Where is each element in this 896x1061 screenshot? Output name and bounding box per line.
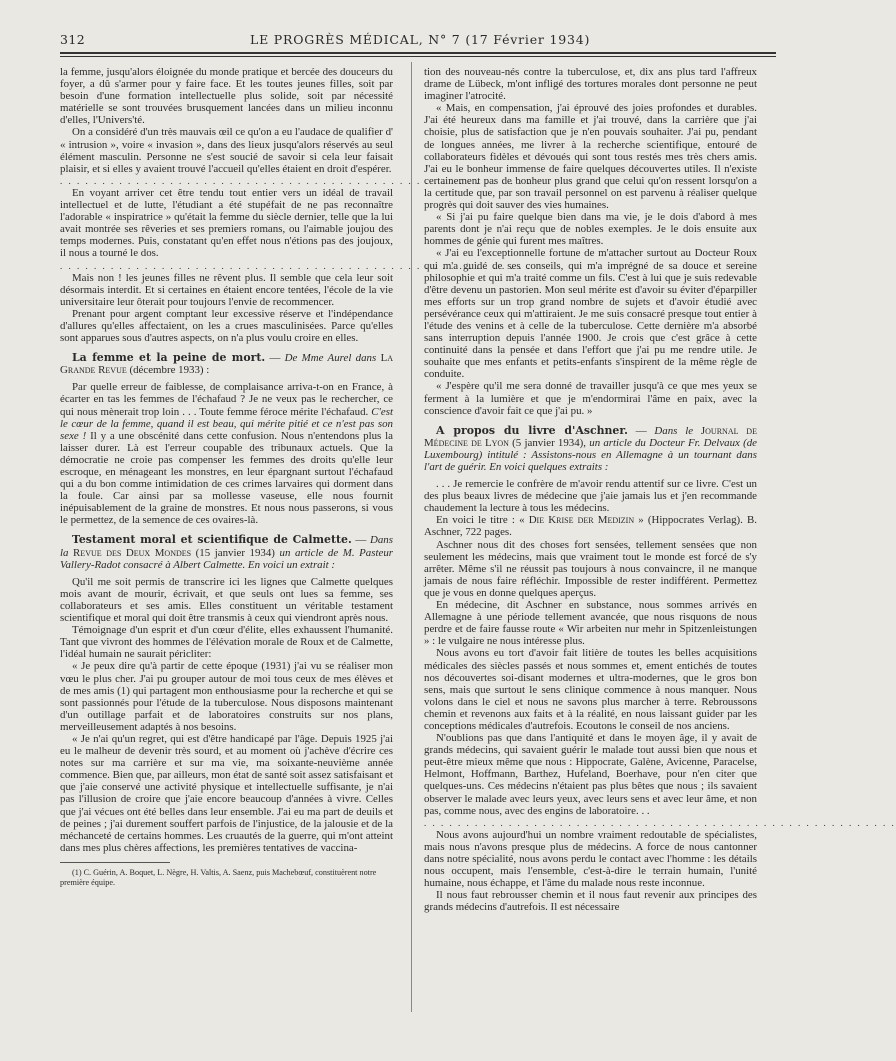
journal-name: Revue des Deux Mondes — [73, 546, 192, 559]
paragraph: Prenant pour argent comptant leur excessive réserve et l'indépendance d'allures qu'elles affectaient, on les a crues masculinisées. Parce qu'elles sont apparues sous d'autres aspects, on n'a plus voulu croire en elles. — [60, 307, 393, 345]
paragraph: Qu'il me soit permis de transcrire ici les lignes que Calmette quelques mois avant de mourir, écrivait, et que seuls ont lues sa femme, ses collaborateurs et ses amis. Elles constituent un véritable testament scientifique et moral qui doit être transmis à ceux qui viendront après nous. — [60, 575, 393, 625]
paragraph: On a considéré d'un très mauvais œil ce qu'on a eu l'audace de qualifier d' « intrusion », voire « invasion », dans des lieux jusqu'alors réservés au seul élément masculin. Personne ne s'est soucié de savoir si cela leur faisait plaisir, et si elles y avaient trouvé l'accueil qu'elles étaient en droit d'espérer. — [60, 126, 393, 175]
paragraph: Il nous faut rebrousser chemin et il nous faut revenir aux principes des grands médecins d'autrefois. Il est nécessaire — [424, 889, 757, 914]
header-rule — [60, 52, 776, 54]
paragraph: . . . Je remercie le confrère de m'avoir rendu attentif sur ce livre. C'est un des plus beaux livres de médecine que j'aie jamais lus et j'en recommande chaudement la lecture à tous les médecins. — [424, 478, 757, 515]
journal-name: Journal de Médecine de Lyon — [424, 424, 757, 449]
paragraph: « Je peux dire qu'à partir de cette époque (1931) j'ai vu se réaliser mon vœu le plus cher. J'ai pu grouper autour de moi tous ceux de mes élèves et de mes amis (1) qui partagent mon enthousiasme pour la recherche et qui se sont passionnés pour l'étude de la tuberculose. Nous disposons maintenant d'un outillage parfait et de laboratoires construits sur nos plans, merveilleusement adaptés à nos besoins. — [60, 660, 393, 733]
section-heading-aschner: A propos du livre d'Aschner. — Dans le Journal de Médecine de Lyon (5 janvier 1934), un article du Docteur Fr. Delvaux (de Luxembourg) intitulé : Assistons-nous en Allemagne à un tournant dans l'art de guérir. En voici quelques extraits : — [424, 423, 757, 473]
running-header — [60, 30, 776, 48]
paragraph: « Mais, en compensation, j'ai éprouvé des joies profondes et durables. J'ai été heureux dans ma famille et j'ai trouvé, dans la carrière que j'ai choisie, plus de satisfaction que je n'en pouvais souhaiter. J'ai pu, pendant de longues années, me livrer à la recherche scientifique, entouré de collaborateurs fidèles et dévoués qui sont tous restés mes très chers amis. J'ai eu le bonheur immense de faire quelques découvertes utiles. Il n'existe certainement pas de bonheur plus grand que celui qu'on ressent lorsqu'on a la certitude que, par son travail personnel on est parvenu à réaliser quelque progrès qui doit sauver des vies humaines. — [424, 102, 757, 212]
paragraph: En voici le titre : « Die Krise der Medizin » (Hippocrates Verlag). B. Aschner, 722 pages. — [424, 514, 758, 539]
footnote: (1) C. Guérin, A. Boquet, L. Nègre, H. Valtis, A. Saenz, puis Machebœuf, constituèrent notre première équipe. — [60, 867, 377, 887]
dotted-separator: . . . . . . . . . . . . . . . . . . . . . . . . . . . . . . . . . . . . . . . . . . . . . . . . . . . . . . . . — [60, 260, 532, 271]
section-title: A propos du livre d'Aschner. — [436, 423, 628, 437]
column-divider — [411, 62, 412, 1012]
paragraph: Nous avons eu tort d'avoir fait litière de toutes les belles acquisitions médicales des siècles passés et nous sommes et, ement entichés de toutes nos découvertes soi-disant modernes et ultra-modernes, que le gros bon sens, mais que surtout le sens clinique commence à nous manquer. Nous volons dans le ciel et nous ne savons plus marcher à terre. Rebroussons chemin et revenons aux faits et à la réalité, en nous laissant guider par les conceptions médicales d'autrefois. Ecoutons le conseil de nos anciens. — [424, 647, 757, 732]
paragraph: Par quelle erreur de faiblesse, de complaisance arriva-t-on en France, à écarter en tas les femmes de l'échafaud ? Je ne veux pas le rechercher, ce qui nous mènerait trop loin . . . Toute femme féroce mérite l'échafaud. C'est le cœur de la femme, quand il est beau, qui mérite pitié et ce n'est pas son sexe ! Il y a une obscénité dans cette confusion. Nous n'entendons plus la laisser durer. Là est l'erreur coupable des tribunaux actuels. Que la démocratie ne croie pas compenser les femmes des droits qu'elle leur escroque, en ménageant les monstres, en leur épargnant surtout l'échafaud qui a du bon comme intimidation de ces crimes larvaires qui dorment dans la foule. Car ainsi par sa mollesse vaseuse, elle nous fournit inépuisablement de la graine de monstres. Et nous nous passerons, si vous le permettez, de la semence de ces ovaires-là. — [60, 381, 393, 527]
paragraph: la femme, jusqu'alors éloignée du monde pratique et bercée des douceurs du foyer, a dû s'armer pour y faire face. Et les toutes jeunes filles, soit par besoin d'une formation intellectuelle plus solide, soit par nécessité matérielle se sont trouvées brusquement lancées dans un milieu inconnu d'elles, l'Univers'té. — [60, 66, 393, 127]
paragraph: N'oublions pas que dans l'antiquité et dans le moyen âge, il y avait de grands médecins, qui savaient guérir le malade tout aussi bien que nous et peut-être mieux même que nous : Hippocrate, Galène, Avicenne, Paracelse, Helmont, Hoffmann, Barthez, Hufeland, Boerhave, pour n'en citer que quelques-uns. Ces médecins n'étaient pas plus bêtes que nous ; ils savaient observer le malade avec leurs yeux, avec leurs sens et avec leur âme, et non pas, comme nous, avec des engins de laboratoire. . . — [424, 732, 757, 817]
paragraph: Témoignage d'un esprit et d'un cœur d'élite, elles exhaussent l'humanité. Tant que vivront des hommes de l'élévation morale de Roux et de Calmette, l'idéal humain ne saurait péricliter: — [60, 624, 393, 661]
paragraph: En voyant arriver cet être tendu tout entier vers un idéal de travail intellectuel et de lutte, l'étudiant a été stupéfait de ne pas reconnaître l'adorable « inspiratrice » qu'était la femme du siècle dernier, telle que la lui avait montrée ses rêveries et ses premiers romans, ou l'aimable joujou des temps modernes. Puis, constatant qu'en effet nous n'étions pas des joujoux, il nous a tourné le dos. — [60, 186, 393, 260]
paragraph: Aschner nous dit des choses fort sensées, tellement sensées que non seulement les médecins, mais que vraiment tout le monde est forcé de s'y arrêter. Même s'il ne réussit pas toujours à nous convaincre, il ne manque jamais de nous faire réfléchir. Impossible de rester indifférent. Permettez que je vous en donne quelques aperçus. — [424, 538, 757, 599]
journal-name: La Grande Revue — [60, 352, 393, 377]
section-source: De Mme Aurel dans — [284, 352, 377, 365]
right-column — [424, 66, 896, 914]
paragraph: Mais non ! les jeunes filles ne rêvent plus. Il semble que cela leur soit désormais interdit. Et si certaines en étaient encore tentées, l'école de la vie universitaire leur ôterait pour toujours l'envie de recommencer. — [60, 271, 393, 308]
page-number: 312 — [60, 32, 86, 47]
paragraph: « Si j'ai pu faire quelque bien dans ma vie, je le dois d'abord à mes parents dont je n'ai reçu que de nobles exemples. Je le dois ensuite aux hommes de génie qui furent mes maîtres. — [424, 211, 757, 248]
book-title: Die Krise der Medizin — [528, 514, 635, 527]
running-title: LE PROGRÈS MÉDICAL, N° 7 (17 Février 1934) — [250, 32, 591, 47]
dotted-separator: . . . . . . . . . . . . . . . . . . . . . . . . . . . . . . . . . . . . . . . . . . . . . . . . . . . . . . . . — [424, 817, 896, 828]
paragraph: tion des nouveau-nés contre la tuberculose, et, dix ans plus tard l'affreux drame de Lübeck, m'ont infligé des tortures morales dont personne ne peut imaginer l'atrocité. — [424, 66, 757, 103]
paragraph: En médecine, dit Aschner en substance, nous sommes arrivés en Allemagne à une période tellement avancée, que nous risquons de nous perdre et de faire fausse route « Wir arbeiten nur mehr in Spitzenleistungen » : le vulgaire ne nous intéresse plus. — [424, 599, 757, 648]
section-heading-peine-de-mort: La femme et la peine de mort. — De Mme Aurel dans La Grande Revue (décembre 1933) : — [60, 351, 393, 377]
section-title: La femme et la peine de mort. — [72, 351, 266, 365]
header-rule-thin — [60, 56, 776, 57]
footnote-rule — [60, 862, 170, 863]
section-heading-calmette: Testament moral et scientifique de Calmette. — Dans la Revue des Deux Mondes (15 janvier 1934) un article de M. Pasteur Vallery-Radot consacré à Albert Calmette. En voici un extrait : — [60, 533, 394, 571]
paragraph: « Je n'ai qu'un regret, qui est d'être handicapé par l'âge. Depuis 1925 j'ai eu le malheur de devenir très sourd, et au moment où j'achève d'écrire ces notes sur ma carrière et sur ma vie, ma soixante-neuvième année commence. Bien que, par ailleurs, mon état de santé soit assez satisfaisant et que j'aie conservé une activité physique et intellectuelle suffisante, je n'ai pas l'illusion de croire que j'aie encore beaucoup d'années à vivre. Celles que j'ai vécues ont été belles dans leur ensemble. J'ai eu ma part de deuils et de peines ; j'ai durement souffert parfois de l'injustice, de la jalousie et de la méchanceté de certains hommes. Les cruautés de la guerre, qui m'ont atteint dans mes plus chères affections, les premières tentatives de vaccina- — [60, 732, 393, 854]
paragraph: « J'ai eu l'exceptionnelle fortune de m'attacher surtout au Docteur Roux qui m'a guidé de ses conseils, qui m'a imprégné de sa douce et sereine philosophie et qui m'a traité comme un fils. C'est à lui que je suis redevable d'être devenu un pastorien. Mon seul mérite est d'avoir su éviter d'éparpiller mes efforts sur un trop grand nombre de sujets et d'avoir étudié avec persévérance ceux qui m'attiraient. Je me suis consacré presque tout entier à l'étude des venins et à celle de la tuberculose. Cette dernière m'a absorbé sans interruption depuis l'année 1900. Je crois que c'est grâce à cette continuité dans la pensée et dans l'effort que j'ai pu me rendre utile. Je souhaite que mes enfants et petits-enfants s'inspirent de la même règle de conduite. — [424, 247, 757, 381]
paragraph: Nous avons aujourd'hui un nombre vraiment redoutable de spécialistes, mais nous n'avons presque plus de médecins. A force de nous cantonner dans notre spécialité, nous avons perdu le contact avec l'homme : les détails nous occupent, mais l'ensemble, c'est-à-dire le terrain humain, l'unité humaine, nous échappe, et l'âme du malade nous reste inconnue. — [424, 828, 757, 890]
paragraph: « J'espère qu'il me sera donné de travailler jusqu'à ce que mes yeux se ferment à la lumière et que je m'endormirai l'âme en paix, avec la conscience d'avoir fait ce que j'ai pu. » — [424, 380, 757, 417]
dotted-separator: . . . . . . . . . . . . . . . . . . . . . . . . . . . . . . . . . . . . . . . . . . . . . . . . . . . . . . . . — [60, 175, 532, 186]
section-title: Testament moral et scientifique de Calmette. — [72, 533, 352, 547]
